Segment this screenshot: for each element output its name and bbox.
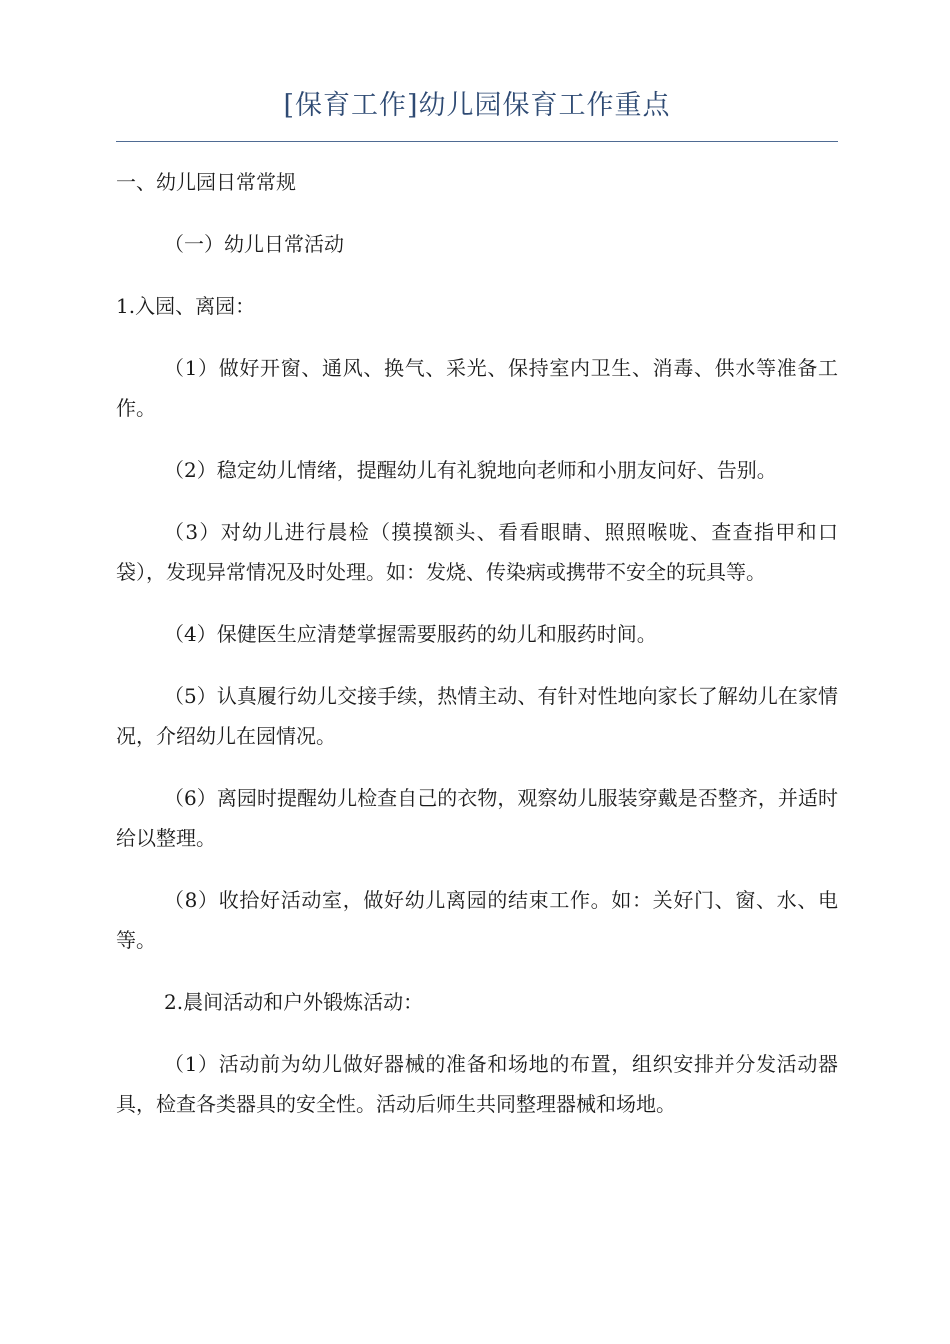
body-paragraph: （1）做好开窗、通风、换气、采光、保持室内卫生、消毒、供水等准备工作。: [116, 356, 838, 420]
body-paragraph: （2）稳定幼儿情绪，提醒幼儿有礼貌地向老师和小朋友问好、告别。: [164, 458, 777, 482]
item-heading: 1.入园、离园：: [116, 294, 256, 318]
body-paragraph: （6）离园时提醒幼儿检查自己的衣物，观察幼儿服装穿戴是否整齐，并适时给以整理。: [116, 786, 838, 850]
body-paragraph: （4）保健医生应清楚掌握需要服药的幼儿和服药时间。: [164, 622, 657, 646]
body-paragraph: （3）对幼儿进行晨检（摸摸额头、看看眼睛、照照喉咙、查查指甲和口袋），发现异常情况及时处理。如：发烧、传染病或携带不安全的玩具等。: [116, 520, 838, 584]
section-heading: 一、幼儿园日常常规: [116, 170, 296, 194]
subsection-heading: （一）幼儿日常活动: [164, 232, 344, 256]
body-paragraph: （8）收拾好活动室，做好幼儿离园的结束工作。如：关好门、窗、水、电等。: [116, 888, 838, 952]
document-title: [保育工作]幼儿园保育工作重点: [283, 90, 671, 121]
item-heading: 2.晨间活动和户外锻炼活动：: [164, 990, 424, 1014]
title-divider: [116, 141, 838, 142]
body-paragraph: （5）认真履行幼儿交接手续，热情主动、有针对性地向家长了解幼儿在家情况，介绍幼儿在园情况。: [116, 684, 838, 748]
document-body: [116, 162, 838, 1146]
body-paragraph: （1）活动前为幼儿做好器械的准备和场地的布置，组织安排并分发活动器具，检查各类器具的安全性。活动后师生共同整理器械和场地。: [116, 1052, 838, 1116]
